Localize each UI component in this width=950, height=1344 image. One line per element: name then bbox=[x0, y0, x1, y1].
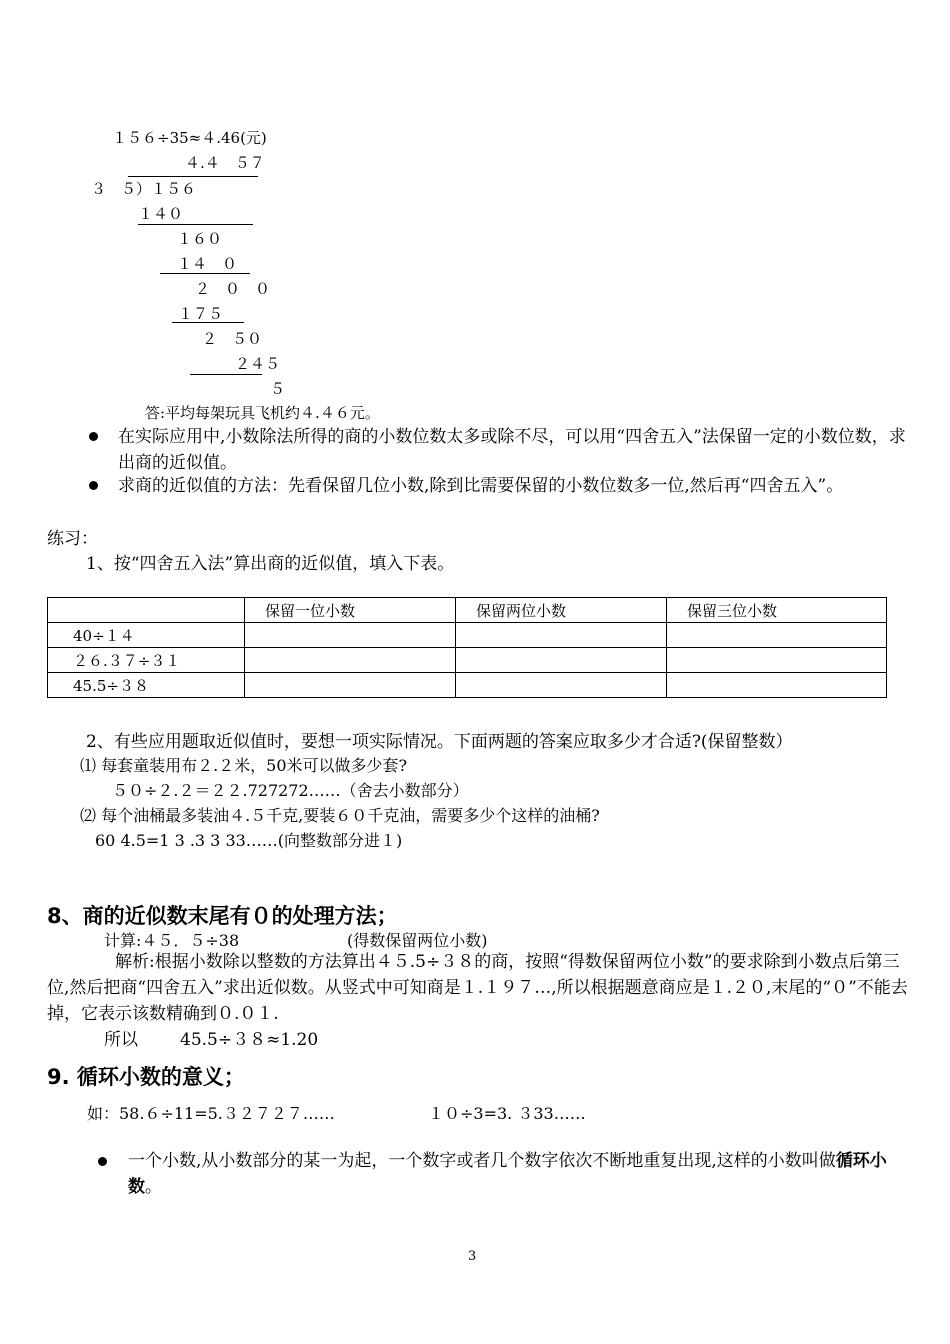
section-9-title: 9. 循环小数的意义； bbox=[47, 1065, 245, 1089]
table-cell bbox=[667, 648, 887, 673]
table-header-cell: 保留两位小数 bbox=[456, 598, 667, 623]
division-step-4: ２ ０ ０ bbox=[195, 280, 271, 298]
division-equation: １５６÷35≈４.46(元) bbox=[112, 129, 267, 147]
practice-q2-2: ⑵ 每个油桶最多装油４.５千克,要装６０千克油，需要多少个这样的油桶? bbox=[80, 806, 600, 825]
table-cell bbox=[245, 648, 456, 673]
section-9-definition bbox=[128, 1148, 908, 1200]
definition-term: 循环小数 bbox=[128, 1151, 887, 1197]
practice-q2-1-answer: ５０÷２.２＝２２.727272……（舍去小数部分） bbox=[112, 781, 469, 800]
bullet-icon bbox=[89, 481, 98, 490]
section-9-example-2: １０÷3=3. ３33…… bbox=[428, 1104, 586, 1123]
table-cell bbox=[245, 623, 456, 648]
section-8-result-label: 所以 bbox=[104, 1030, 138, 1050]
section-8-calc-note: (得数保留两位小数) bbox=[347, 931, 488, 950]
table-header-row bbox=[48, 598, 887, 623]
division-step-line bbox=[160, 273, 250, 274]
section-8-result: 45.5÷３８≈1.20 bbox=[180, 1030, 319, 1050]
table-cell bbox=[456, 673, 667, 698]
table-header-cell: 保留三位小数 bbox=[667, 598, 887, 623]
table-row bbox=[48, 673, 887, 698]
division-divisor-dividend: ３ ５）１５６ bbox=[91, 180, 197, 198]
table-header-cell: 保留一位小数 bbox=[245, 598, 456, 623]
practice-q2-1: ⑴ 每套童装用布２.２米，50米可以做多少套? bbox=[80, 756, 408, 775]
table-row bbox=[48, 648, 887, 673]
table-cell: 40÷１４ bbox=[48, 623, 245, 648]
table-cell bbox=[456, 648, 667, 673]
practice-q1: 1、按“四舍五入法”算出商的近似值，填入下表。 bbox=[86, 554, 455, 574]
definition-text: 一个小数,从小数部分的某一为起，一个数字或者几个数字依次不断地重复出现,这样的小数叫做 bbox=[128, 1151, 836, 1171]
definition-end: 。 bbox=[145, 1177, 162, 1197]
division-step-5: １７５ bbox=[178, 305, 224, 323]
division-step-line bbox=[190, 374, 262, 375]
approximation-table bbox=[47, 597, 887, 698]
division-step-line bbox=[138, 224, 253, 225]
division-step-6: ２ ５０ bbox=[202, 330, 263, 348]
table-cell: 45.5÷３８ bbox=[48, 673, 245, 698]
practice-q2: 2、有些应用题取近似值时，要想一项实际情况。下面两题的答案应取多少才合适?(保留整数） bbox=[86, 732, 793, 752]
table-cell bbox=[456, 623, 667, 648]
bullet-text-method: 求商的近似值的方法：先看保留几位小数,除到比需要保留的小数位数多一位,然后再“四舍五入”。 bbox=[118, 476, 844, 496]
division-step-3: １４ ０ bbox=[177, 255, 238, 273]
division-step-7: ２４５ bbox=[235, 355, 281, 373]
section-8-explanation: 解析:根据小数除以整数的方法算出４５.5÷３８的商，按照“得数保留两位小数”的要求除到小数点后第三位,然后把商“四舍五入”求出近似数。从竖式中可知商是１.１９７…,所以根据题意商应是１.２０,末尾的“０”不能去掉，它表示该数精确到０.０１. bbox=[47, 952, 908, 1024]
table-header-cell bbox=[48, 598, 245, 623]
section-9-example-1: 如：58.６÷11=5.３２７２７…… bbox=[87, 1104, 335, 1123]
table-cell bbox=[667, 623, 887, 648]
division-step-2: １６０ bbox=[177, 230, 223, 248]
division-quotient: ４.４ ５７ bbox=[185, 154, 265, 172]
division-step-line bbox=[172, 322, 244, 323]
table-cell bbox=[667, 673, 887, 698]
table-row bbox=[48, 623, 887, 648]
division-step-1: １４０ bbox=[138, 205, 184, 223]
table-cell bbox=[245, 673, 456, 698]
table-cell: ２６.３７÷３１ bbox=[48, 648, 245, 673]
bullet-text-rounding: 在实际应用中,小数除法所得的商的小数位数太多或除不尽，可以用“四舍五入”法保留一定的小数位数，求出商的近似值。 bbox=[118, 427, 906, 473]
section-8-title: 8、商的近似数末尾有０的处理方法； bbox=[47, 904, 398, 928]
bullet-icon bbox=[98, 1157, 107, 1166]
division-remainder: ５ bbox=[270, 380, 286, 398]
bullet-icon bbox=[89, 432, 98, 441]
practice-heading: 练习： bbox=[47, 529, 98, 549]
practice-q2-2-answer: 60 4.5=1 3 .3 3 33……(向整数部分进１) bbox=[95, 831, 403, 850]
section-8-calc: 计算:４５．５÷38 bbox=[104, 931, 240, 950]
division-bracket-line bbox=[128, 176, 258, 177]
division-answer: 答:平均每架玩具飞机约４.４６元。 bbox=[145, 404, 380, 422]
page-number: 3 bbox=[468, 1249, 477, 1264]
